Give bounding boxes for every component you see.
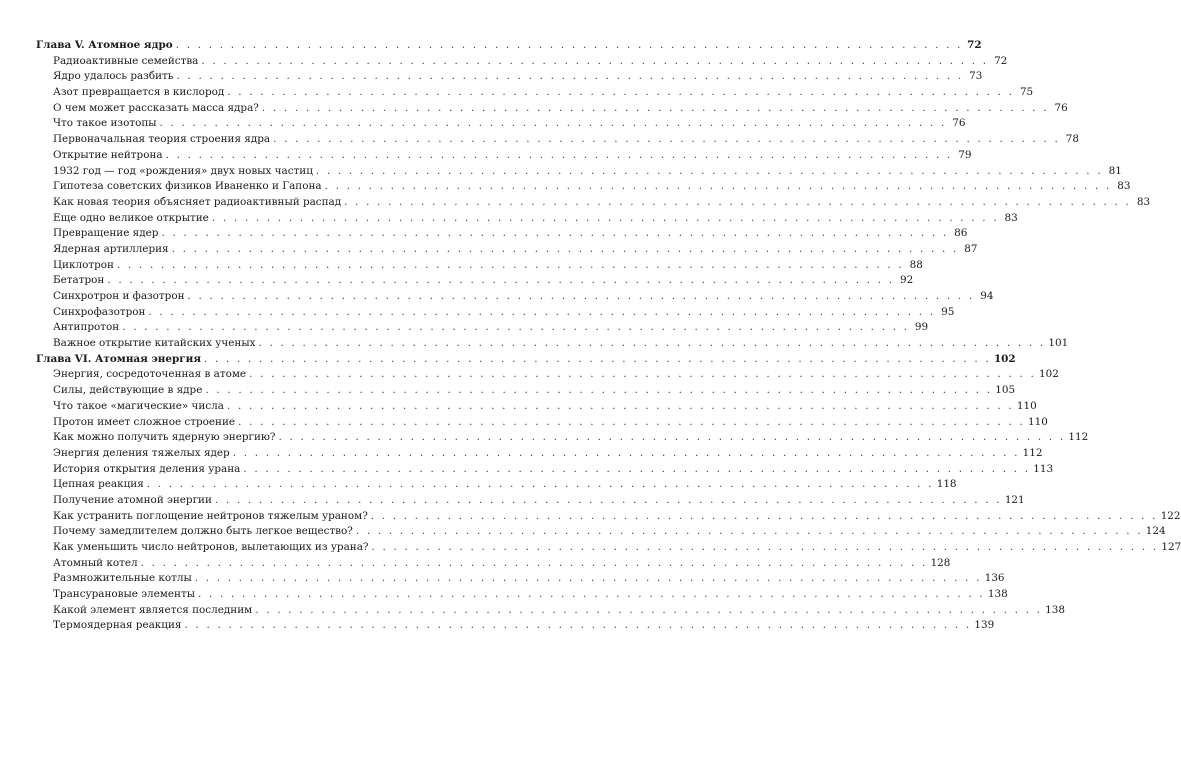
- toc-dot-leader: . . . . . . . . . . . . . . . . . . . . . . . . . . . . . . . . . . . . . . . . . . . . . . . . . . . . . . . . . . . . . . . . . . . . . . . .: [176, 70, 964, 83]
- toc-entry-page-number: 139: [974, 619, 995, 632]
- toc-entry-title: Что такое изотопы: [53, 117, 157, 130]
- toc-entry-page-number: 86: [954, 227, 968, 240]
- toc-dot-leader: . . . . . . . . . . . . . . . . . . . . . . . . . . . . . . . . . . . . . . . . . . . . . . . . . . . . . . . . . . . . . . . . . . . . . . . .: [211, 211, 999, 224]
- toc-entry-page-number: 110: [1016, 399, 1037, 412]
- toc-section-entry: [36, 289, 994, 305]
- toc-entry-title: Бетатрон: [53, 274, 105, 287]
- toc-section-entry: [36, 367, 1059, 383]
- toc-entry-title: Цепная реакция: [53, 478, 144, 491]
- toc-section-entry: [36, 179, 1131, 195]
- toc-entry-title: Протон имеет сложное строение: [53, 415, 236, 428]
- toc-section-entry: [36, 305, 955, 321]
- toc-entry-title: Первоначальная теория строения ядра: [53, 133, 271, 146]
- toc-entry-title: История открытия деления урана: [53, 462, 241, 475]
- toc-dot-leader: . . . . . . . . . . . . . . . . . . . . . . . . . . . . . . . . . . . . . . . . . . . . . . . . . . . . . . . . . . . . . . . . . . . . . . . .: [255, 603, 1043, 616]
- toc-dot-leader: . . . . . . . . . . . . . . . . . . . . . . . . . . . . . . . . . . . . . . . . . . . . . . . . . . . . . . . . . . . . . . . . . . . . . . . .: [165, 148, 953, 161]
- toc-dot-leader: . . . . . . . . . . . . . . . . . . . . . . . . . . . . . . . . . . . . . . . . . . . . . . . . . . . . . . . . . . . . . . . . . . . . . . . .: [197, 588, 985, 601]
- toc-entry-page-number: 122: [1160, 509, 1181, 522]
- toc-entry-page-number: 110: [1027, 415, 1048, 428]
- toc-dot-leader: . . . . . . . . . . . . . . . . . . . . . . . . . . . . . . . . . . . . . . . . . . . . . . . . . . . . . . . . . . . . . . . . . . . . . . . .: [187, 290, 975, 302]
- toc-section-entry: [36, 524, 1166, 540]
- toc-dot-leader: . . . . . . . . . . . . . . . . . . . . . . . . . . . . . . . . . . . . . . . . . . . . . . . . . . . . . . . . . . . . . . . . . . . . . . . .: [278, 431, 1066, 444]
- toc-section-entry: [36, 571, 1005, 587]
- toc-section-entry: [36, 69, 983, 85]
- toc-dot-leader: . . . . . . . . . . . . . . . . . . . . . . . . . . . . . . . . . . . . . . . . . . . . . . . . . . . . . . . . . . . . . . . . . . . . . . . .: [232, 446, 1020, 459]
- toc-entry-page-number: 113: [1033, 462, 1054, 475]
- toc-section-entry: [36, 430, 1089, 446]
- toc-entry-title: Как можно получить ядерную энергию?: [53, 431, 276, 444]
- toc-entry-title: Как устранить поглощение нейтронов тяжелым ураном?: [53, 509, 368, 522]
- toc-dot-leader: . . . . . . . . . . . . . . . . . . . . . . . . . . . . . . . . . . . . . . . . . . . . . . . . . . . . . . . . . . . . . . . . . . . . . . . .: [205, 384, 993, 397]
- toc-section-entry: [36, 101, 1068, 117]
- toc-dot-leader: . . . . . . . . . . . . . . . . . . . . . . . . . . . . . . . . . . . . . . . . . . . . . . . . . . . . . . . . . . . . . . . . . . . . . . . .: [243, 462, 1031, 475]
- toc-entry-page-number: 73: [969, 70, 983, 83]
- toc-entry-page-number: 92: [900, 274, 914, 287]
- toc-entry-title: Ядро удалось разбить: [53, 70, 174, 83]
- toc-section-entry: [36, 493, 1025, 509]
- toc-entry-title: Глава VI. Атомная энергия: [36, 352, 202, 365]
- toc-entry-title: Что такое «магические» числа: [53, 399, 224, 412]
- toc-section-entry: [36, 540, 1181, 556]
- toc-dot-leader: . . . . . . . . . . . . . . . . . . . . . . . . . . . . . . . . . . . . . . . . . . . . . . . . . . . . . . . . . . . . . . . . . . . . . . . .: [204, 352, 991, 365]
- toc-entry-title: Ядерная артиллерия: [53, 242, 169, 255]
- toc-dot-leader: . . . . . . . . . . . . . . . . . . . . . . . . . . . . . . . . . . . . . . . . . . . . . . . . . . . . . . . . . . . . . . . . . . . . . . . .: [175, 39, 963, 51]
- toc-dot-leader: . . . . . . . . . . . . . . . . . . . . . . . . . . . . . . . . . . . . . . . . . . . . . . . . . . . . . . . . . . . . . . . . . . . . . . . .: [249, 368, 1036, 381]
- toc-entry-page-number: 112: [1068, 431, 1089, 444]
- toc-section-entry: [36, 383, 1016, 399]
- toc-entry-page-number: 87: [964, 242, 978, 255]
- toc-section-entry: [36, 164, 1122, 180]
- toc-entry-title: Циклотрон: [53, 258, 114, 271]
- table-of-contents: [36, 38, 1181, 634]
- toc-dot-leader: . . . . . . . . . . . . . . . . . . . . . . . . . . . . . . . . . . . . . . . . . . . . . . . . . . . . . . . . . . . . . . . . . . . . . . . .: [171, 242, 959, 255]
- toc-entry-page-number: 76: [1054, 101, 1068, 114]
- toc-entry-page-number: 88: [909, 258, 923, 271]
- toc-entry-page-number: 102: [1039, 368, 1059, 381]
- toc-section-entry: [36, 399, 1037, 415]
- toc-entry-title: Как уменьшить число нейтронов, вылетающих из урана?: [53, 541, 369, 553]
- toc-entry-page-number: 99: [914, 321, 929, 334]
- toc-dot-leader: . . . . . . . . . . . . . . . . . . . . . . . . . . . . . . . . . . . . . . . . . . . . . . . . . . . . . . . . . . . . . . . . . . . . . . . .: [140, 556, 928, 569]
- toc-dot-leader: . . . . . . . . . . . . . . . . . . . . . . . . . . . . . . . . . . . . . . . . . . . . . . . . . . . . . . . . . . . . . . . . . . . . . . . .: [226, 399, 1014, 412]
- toc-entry-title: Как новая теория объясняет радиоактивный распад: [53, 195, 342, 208]
- toc-dot-leader: . . . . . . . . . . . . . . . . . . . . . . . . . . . . . . . . . . . . . . . . . . . . . . . . . . . . . . . . . . . . . . . . . . . . . . . .: [159, 117, 947, 130]
- toc-section-entry: [36, 477, 957, 493]
- toc-entry-page-number: 136: [984, 572, 1005, 585]
- toc-entry-page-number: 72: [967, 39, 982, 51]
- toc-dot-leader: . . . . . . . . . . . . . . . . . . . . . . . . . . . . . . . . . . . . . . . . . . . . . . . . . . . . . . . . . . . . . . . . . . . . . . . .: [107, 274, 895, 287]
- toc-section-entry: [36, 132, 1080, 148]
- toc-section-entry: [36, 415, 1048, 431]
- toc-entry-page-number: 72: [994, 54, 1008, 67]
- toc-entry-title: Силы, действующие в ядре: [53, 384, 203, 397]
- toc-entry-title: Трансурановые элементы: [53, 588, 195, 601]
- toc-dot-leader: . . . . . . . . . . . . . . . . . . . . . . . . . . . . . . . . . . . . . . . . . . . . . . . . . . . . . . . . . . . . . . . . . . . . . . . .: [370, 509, 1158, 522]
- toc-entry-title: Открытие нейтрона: [53, 148, 163, 161]
- toc-section-entry: [36, 211, 1018, 227]
- toc-entry-page-number: 94: [980, 290, 994, 302]
- toc-entry-page-number: 138: [987, 588, 1008, 601]
- toc-section-entry: [36, 556, 951, 572]
- toc-entry-title: Еще одно великое открытие: [53, 211, 209, 224]
- toc-entry-page-number: 95: [941, 305, 955, 318]
- toc-entry-page-number: 118: [936, 478, 957, 491]
- toc-section-entry: [36, 116, 966, 132]
- toc-entry-page-number: 83: [1117, 180, 1131, 193]
- toc-section-entry: [36, 462, 1054, 478]
- toc-entry-page-number: 127: [1161, 541, 1181, 553]
- toc-entry-title: Азот превращается в кислород: [53, 86, 225, 99]
- toc-entry-page-number: 128: [930, 556, 951, 569]
- toc-section-entry: [36, 195, 1151, 211]
- toc-entry-page-number: 102: [993, 352, 1016, 365]
- toc-section-entry: [36, 54, 1008, 70]
- toc-entry-title: Глава V. Атомное ядро: [36, 39, 173, 51]
- toc-dot-leader: . . . . . . . . . . . . . . . . . . . . . . . . . . . . . . . . . . . . . . . . . . . . . . . . . . . . . . . . . . . . . . . . . . . . . . . .: [214, 493, 1002, 506]
- toc-entry-title: Атомный котел: [53, 556, 138, 569]
- toc-entry-title: Превращение ядер: [53, 227, 159, 240]
- toc-entry-page-number: 101: [1048, 337, 1069, 350]
- toc-section-entry: [36, 226, 968, 242]
- toc-section-entry: [36, 258, 923, 274]
- toc-entry-page-number: 138: [1045, 603, 1065, 616]
- toc-dot-leader: . . . . . . . . . . . . . . . . . . . . . . . . . . . . . . . . . . . . . . . . . . . . . . . . . . . . . . . . . . . . . . . . . . . . . . . .: [194, 572, 982, 585]
- toc-dot-leader: . . . . . . . . . . . . . . . . . . . . . . . . . . . . . . . . . . . . . . . . . . . . . . . . . . . . . . . . . . . . . . . . . . . . . . . .: [201, 54, 989, 67]
- toc-dot-leader: . . . . . . . . . . . . . . . . . . . . . . . . . . . . . . . . . . . . . . . . . . . . . . . . . . . . . . . . . . . . . . . . . . . . . . . .: [122, 321, 910, 334]
- toc-entry-page-number: 121: [1004, 493, 1025, 506]
- toc-entry-title: Важное открытие китайских ученых: [53, 337, 256, 350]
- toc-entry-title: Получение атомной энергии: [53, 493, 212, 506]
- toc-entry-page-number: 78: [1065, 133, 1080, 146]
- toc-dot-leader: . . . . . . . . . . . . . . . . . . . . . . . . . . . . . . . . . . . . . . . . . . . . . . . . . . . . . . . . . . . . . . . . . . . . . . . .: [184, 619, 972, 632]
- toc-entry-page-number: 112: [1022, 446, 1043, 459]
- toc-section-entry: [36, 618, 995, 634]
- toc-dot-leader: . . . . . . . . . . . . . . . . . . . . . . . . . . . . . . . . . . . . . . . . . . . . . . . . . . . . . . . . . . . . . . . . . . . . . . . .: [344, 195, 1132, 208]
- toc-chapter-entry: [36, 38, 982, 54]
- toc-section-entry: [36, 148, 972, 164]
- toc-section-entry: [36, 603, 1065, 619]
- toc-entry-title: Размножительные котлы: [53, 572, 192, 585]
- toc-dot-leader: . . . . . . . . . . . . . . . . . . . . . . . . . . . . . . . . . . . . . . . . . . . . . . . . . . . . . . . . . . . . . . . . . . . . . . . .: [238, 415, 1025, 428]
- toc-dot-leader: . . . . . . . . . . . . . . . . . . . . . . . . . . . . . . . . . . . . . . . . . . . . . . . . . . . . . . . . . . . . . . . . . . . . . . . .: [116, 258, 904, 271]
- toc-entry-page-number: 83: [1004, 211, 1018, 224]
- toc-dot-leader: . . . . . . . . . . . . . . . . . . . . . . . . . . . . . . . . . . . . . . . . . . . . . . . . . . . . . . . . . . . . . . . . . . . . . . . .: [315, 164, 1103, 177]
- toc-section-entry: [36, 242, 978, 258]
- toc-entry-page-number: 83: [1136, 195, 1151, 208]
- toc-entry-title: Энергия деления тяжелых ядер: [53, 446, 230, 459]
- toc-entry-title: Радиоактивные семейства: [53, 54, 199, 67]
- toc-dot-leader: . . . . . . . . . . . . . . . . . . . . . . . . . . . . . . . . . . . . . . . . . . . . . . . . . . . . . . . . . . . . . . . . . . . . . . . .: [273, 133, 1061, 146]
- toc-dot-leader: . . . . . . . . . . . . . . . . . . . . . . . . . . . . . . . . . . . . . . . . . . . . . . . . . . . . . . . . . . . . . . . . . . . . . . . .: [227, 86, 1015, 99]
- toc-entry-page-number: 79: [958, 148, 972, 161]
- toc-entry-page-number: 81: [1108, 164, 1122, 177]
- toc-entry-title: О чем может рассказать масса ядра?: [53, 101, 259, 114]
- toc-entry-page-number: 105: [995, 384, 1016, 397]
- toc-entry-title: Термоядерная реакция: [53, 619, 182, 632]
- toc-entry-page-number: 76: [952, 117, 966, 130]
- toc-entry-title: Синхрофазотрон: [53, 305, 146, 318]
- toc-section-entry: [36, 336, 1069, 352]
- toc-dot-leader: . . . . . . . . . . . . . . . . . . . . . . . . . . . . . . . . . . . . . . . . . . . . . . . . . . . . . . . . . . . . . . . . . . . . . . . .: [371, 541, 1159, 553]
- toc-section-entry: [36, 320, 929, 336]
- toc-entry-page-number: 124: [1145, 525, 1166, 538]
- toc-dot-leader: . . . . . . . . . . . . . . . . . . . . . . . . . . . . . . . . . . . . . . . . . . . . . . . . . . . . . . . . . . . . . . . . . . . . . . . .: [148, 305, 936, 318]
- toc-dot-leader: . . . . . . . . . . . . . . . . . . . . . . . . . . . . . . . . . . . . . . . . . . . . . . . . . . . . . . . . . . . . . . . . . . . . . . . .: [355, 525, 1143, 538]
- toc-section-entry: [36, 446, 1043, 462]
- toc-section-entry: [36, 273, 914, 289]
- toc-section-entry: [36, 509, 1181, 525]
- toc-dot-leader: . . . . . . . . . . . . . . . . . . . . . . . . . . . . . . . . . . . . . . . . . . . . . . . . . . . . . . . . . . . . . . . . . . . . . . . .: [161, 227, 949, 240]
- toc-entry-title: Гипотеза советских физиков Иваненко и Гапона: [53, 180, 322, 193]
- toc-chapter-entry: [36, 352, 1016, 368]
- toc-section-entry: [36, 587, 1008, 603]
- toc-dot-leader: . . . . . . . . . . . . . . . . . . . . . . . . . . . . . . . . . . . . . . . . . . . . . . . . . . . . . . . . . . . . . . . . . . . . . . . .: [146, 478, 934, 491]
- toc-entry-title: Почему замедлителем должно быть легкое вещество?: [53, 525, 353, 538]
- toc-entry-title: Какой элемент является последним: [53, 603, 253, 616]
- toc-entry-title: Энергия, сосредоточенная в атоме: [53, 368, 247, 381]
- toc-entry-page-number: 75: [1019, 86, 1034, 99]
- toc-entry-title: 1932 год — год «рождения» двух новых частиц: [53, 164, 313, 177]
- toc-dot-leader: . . . . . . . . . . . . . . . . . . . . . . . . . . . . . . . . . . . . . . . . . . . . . . . . . . . . . . . . . . . . . . . . . . . . . . . .: [324, 180, 1112, 193]
- toc-entry-title: Синхротрон и фазотрон: [53, 290, 185, 302]
- toc-dot-leader: . . . . . . . . . . . . . . . . . . . . . . . . . . . . . . . . . . . . . . . . . . . . . . . . . . . . . . . . . . . . . . . . . . . . . . . .: [258, 337, 1046, 350]
- toc-entry-title: Антипротон: [53, 321, 120, 334]
- toc-dot-leader: . . . . . . . . . . . . . . . . . . . . . . . . . . . . . . . . . . . . . . . . . . . . . . . . . . . . . . . . . . . . . . . . . . . . . . . .: [261, 101, 1049, 114]
- toc-section-entry: [36, 85, 1034, 101]
